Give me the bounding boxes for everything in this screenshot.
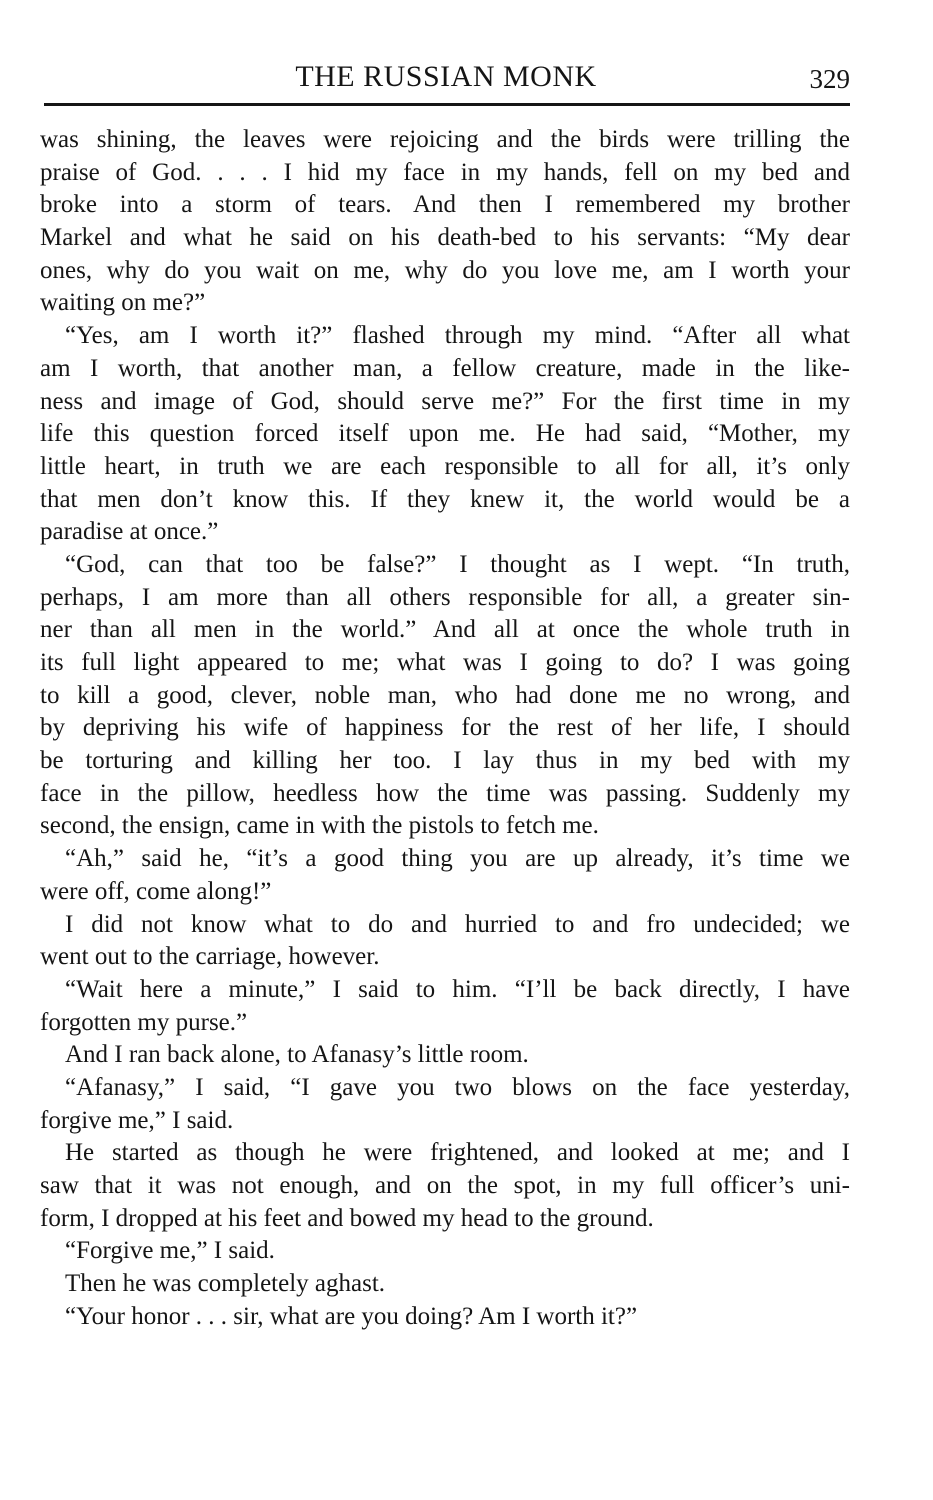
text-line: saw that it was not enough, and on the spot, in my full officer’s uni-: [40, 1172, 850, 1199]
text-line: broke into a storm of tears. And then I remembered my brother: [40, 191, 850, 219]
text-line: forgotten my purse.”: [40, 1008, 248, 1036]
text-line: were off, come along!”: [40, 877, 272, 905]
text-line: paradise at once.”: [40, 518, 219, 546]
text-line: Markel and what he said on his death-bed to his servants: “My dear: [40, 224, 850, 252]
text-line: “Your honor . . . sir, what are you doing? Am I worth it?”: [65, 1302, 638, 1330]
text-line: be torturing and killing her too. I lay thus in my bed with my: [40, 747, 850, 775]
text-line: to kill a good, clever, noble man, who had done me no wrong, and: [40, 681, 850, 709]
text-line: praise of God. . . . I hid my face in my hands, fell on my bed and: [40, 158, 850, 186]
text-line: went out to the carriage, however.: [40, 943, 380, 971]
text-line: by depriving his wife of happiness for the rest of her life, I should: [40, 714, 850, 742]
text-line: ness and image of God, should serve me?” For the first time in my: [40, 387, 850, 415]
text-line: was shining, the leaves were rejoicing and the birds were trilling the: [40, 126, 850, 153]
text-line: little heart, in truth we are each responsible to all for all, it’s only: [40, 452, 850, 480]
text-line: “Wait here a minute,” I said to him. “I’ll be back directly, I have: [65, 975, 850, 1003]
text-line: form, I dropped at his feet and bowed my head to the ground.: [40, 1204, 654, 1232]
text-line: “Yes, am I worth it?” flashed through my mind. “After all what: [65, 322, 850, 350]
text-line: waiting on me?”: [40, 289, 206, 317]
running-title: THE RUSSIAN MONK: [295, 60, 597, 93]
header-rule: [44, 103, 850, 106]
text-line: “Forgive me,” I said.: [65, 1237, 275, 1265]
running-head: [40, 60, 852, 100]
text-line: am I worth, that another man, a fellow creature, made in the like-: [40, 354, 850, 382]
text-line: I did not know what to do and hurried to and fro undecided; we: [65, 910, 850, 938]
text-line: And I ran back alone, to Afanasy’s little room.: [65, 1041, 529, 1069]
text-line: Then he was completely aghast.: [65, 1270, 386, 1298]
text-line: ner than all men in the world.” And all at once the whole truth in: [40, 616, 850, 644]
text-line: its full light appeared to me; what was I going to do? I was going: [40, 649, 850, 676]
text-line: life this question forced itself upon me. He had said, “Mother, my: [40, 420, 850, 448]
text-line: He started as though he were frightened, and looked at me; and I: [65, 1139, 850, 1167]
text-line: face in the pillow, heedless how the time was passing. Suddenly my: [40, 779, 850, 807]
text-line: that men don’t know this. If they knew it, the world would be a: [40, 485, 850, 513]
text-line: “Afanasy,” I said, “I gave you two blows on the face yesterday,: [65, 1073, 850, 1101]
text-line: forgive me,” I said.: [40, 1106, 234, 1134]
body-text: [40, 124, 850, 1333]
text-line: “God, can that too be false?” I thought as I wept. “In truth,: [65, 550, 850, 578]
text-line: second, the ensign, came in with the pistols to fetch me.: [40, 812, 599, 840]
text-line: ones, why do you wait on me, why do you love me, am I worth your: [40, 256, 850, 284]
text-line: “Ah,” said he, “it’s a good thing you are up already, it’s time we: [65, 845, 850, 873]
text-line: perhaps, I am more than all others responsible for all, a greater sin-: [40, 583, 850, 611]
page-number: 329: [809, 64, 850, 94]
